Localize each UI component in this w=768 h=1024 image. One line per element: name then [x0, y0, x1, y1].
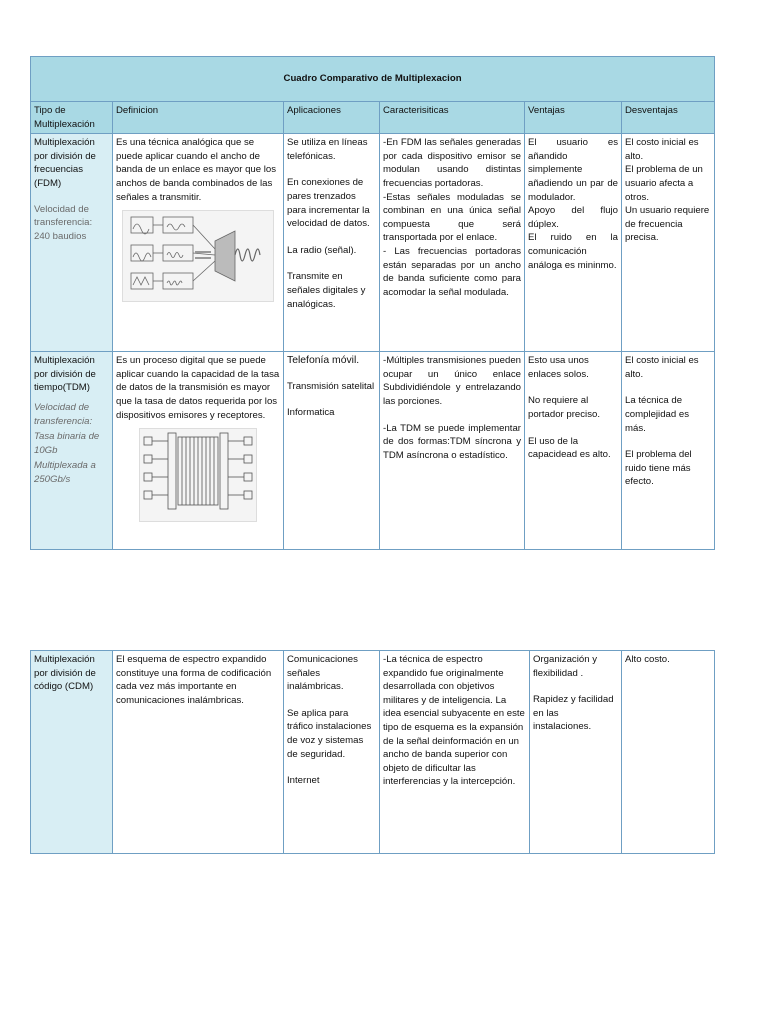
tdm-speed-3: Multiplexada a 250Gb/s — [34, 460, 96, 485]
col-header-disadvantages: Desventajas — [622, 102, 715, 134]
fdm-definition: Es una técnica analógica que se puede aplicar cuando el ancho de banda de un enlace es mayor que los anchos de banda combinados de las señales a transmitir. — [116, 137, 277, 203]
tdm-app-1: Telefonía móvil. — [287, 355, 360, 367]
tdm-features-cell — [380, 352, 525, 550]
tdm-diagram-image — [139, 428, 257, 522]
col-header-features: Caracterisiticas — [380, 102, 525, 134]
cdm-definition: El esquema de espectro expandido constituye una forma de codificación cada vez más importante en comunicaciones inalámbricas. — [116, 654, 272, 706]
tdm-definition-cell — [113, 352, 284, 550]
fdm-adv-1: El usuario es añandido simplemente añadiendo un par de modulador. — [528, 137, 618, 203]
tdm-speed-2: Tasa binaria de 10Gb — [34, 431, 100, 456]
fdm-adv-3: El ruido en la comunicación análoga es mininmo. — [528, 232, 618, 271]
fdm-adv-2: Apoyo del flujo dúplex. — [528, 205, 618, 230]
tdm-adv-3: El uso de la capacidead es alto. — [528, 435, 611, 461]
cdm-features: -La técnica de espectro expandido fue originalmente desarrollada con objetivos militares y de inteligencia. La idea esencial subyacente en este tipo de esquema es la expansión de la señal deinformación en un ancho de banda superior con objeto de dificultar las interferencias y la intercepción. — [383, 654, 525, 788]
cdm-app-3: Internet — [287, 775, 320, 787]
fdm-disadvantages-cell — [622, 134, 715, 352]
fdm-app-4: Transmite en señales digitales y analógicas. — [287, 271, 366, 310]
cdm-app-1: Comunicaciones señales inalámbricas. — [287, 654, 358, 693]
cdm-adv-1: Organización y flexibilidad . — [533, 654, 597, 679]
tdm-disadvantages-cell — [622, 352, 715, 550]
tdm-dis-1: El costo inicial es alto. — [625, 355, 699, 380]
tdm-definition: Es un proceso digital que se puede aplicar cuando la capacidad de la tasa de datos de la transmisión es mayor que la tasa de datos requerida por los dispositivos emisores y receptores. — [116, 355, 280, 421]
cdm-adv-2: Rapidez y facilidad en las instalaciones. — [533, 694, 614, 733]
fdm-feature-1: -En FDM las señales generadas por cada dispositivo emisor se modulan usando distintas frecuencias portadoras. — [383, 137, 521, 189]
col-header-type: Tipo de Multiplexación — [31, 102, 113, 134]
tdm-advantages-cell — [525, 352, 622, 550]
tdm-dis-3: El problema del ruido tiene más efecto. — [625, 449, 692, 488]
cdm-table — [30, 650, 715, 854]
fdm-diagram-image — [122, 210, 274, 302]
cdm-type-cell — [31, 651, 113, 854]
fdm-feature-3: - Las frecuencias portadoras están separadas por un ancho de banda suficiente como para acomodar la señal modulada. — [383, 245, 521, 298]
fdm-type: Multiplexación por división de frecuencias (FDM) — [34, 137, 96, 189]
cdm-features-cell — [380, 651, 530, 854]
table-title: Cuadro Comparativo de Multiplexacion — [31, 57, 715, 102]
fdm-features-cell — [380, 134, 525, 352]
fdm-app-3: La radio (señal). — [287, 244, 357, 256]
fdm-feature-2: -Estas señales moduladas se combinan en una única señal compuesta que será transportada por el enlace. — [383, 191, 521, 244]
fdm-speed: Velocidad de transferencia: 240 baudios — [34, 203, 93, 242]
fdm-type-cell — [31, 134, 113, 352]
tdm-applications-cell — [284, 352, 380, 550]
fdm-app-2: En conexiones de pares trenzados para incrementar la velocidad de datos. — [287, 177, 370, 230]
tdm-type-cell — [31, 352, 113, 550]
cdm-disadvantages-cell — [622, 651, 715, 854]
fdm-dis-3: Un usuario requiere de frecuencia precisa. — [625, 205, 710, 244]
col-header-definition: Definicion — [113, 102, 284, 134]
table-row-cdm — [31, 651, 715, 854]
cdm-advantages-cell — [530, 651, 622, 854]
fdm-applications-cell — [284, 134, 380, 352]
table-row-fdm — [31, 134, 715, 352]
tdm-app-2: Transmisión satelital — [287, 380, 375, 392]
tdm-feature-2: -La TDM se puede implementar de dos formas:TDM síncrona y TDM asíncrona o estadístico. — [383, 422, 521, 461]
tdm-adv-2: No requiere al portador preciso. — [528, 395, 600, 420]
table-row-tdm — [31, 352, 715, 550]
fdm-advantages-cell — [525, 134, 622, 352]
fdm-dis-2: El problema de un usuario afecta a otros. — [625, 164, 703, 203]
fdm-app-1: Se utiliza en líneas telefónicas. — [287, 137, 368, 162]
cdm-app-2: Se aplica para tráfico instalaciones de voz y sistemas de seguridad. — [287, 707, 372, 760]
tdm-type: Multiplexación por división de tiempo(TDM) — [34, 355, 96, 394]
tdm-feature-1: -Múltiples transmisiones pueden ocupar un único enlace Subdividiéndole y entrelazando las porciones. — [383, 355, 521, 407]
comparison-table — [30, 56, 715, 550]
col-header-applications: Aplicaciones — [284, 102, 380, 134]
cdm-type: Multiplexación por división de código (CDM) — [34, 654, 96, 693]
fdm-dis-1: El costo inicial es alto. — [625, 137, 699, 162]
cdm-definition-cell — [113, 651, 284, 854]
tdm-speed-1: Velocidad de transferencia: — [34, 401, 93, 427]
cdm-dis: Alto costo. — [625, 654, 670, 665]
tdm-dis-2: La técnica de complejidad es más. — [625, 395, 689, 434]
col-header-advantages: Ventajas — [525, 102, 622, 134]
header-row — [31, 102, 715, 134]
cdm-applications-cell — [284, 651, 380, 854]
tdm-app-3: Informatica — [287, 407, 335, 419]
tdm-adv-1: Esto usa unos enlaces solos. — [528, 355, 589, 380]
fdm-definition-cell — [113, 134, 284, 352]
